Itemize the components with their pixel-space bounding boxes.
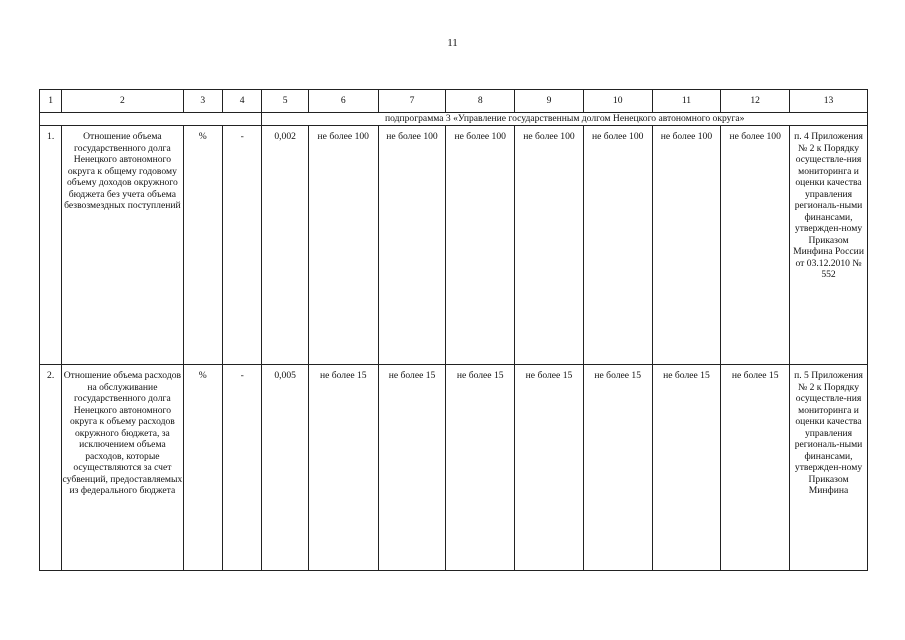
header-row: [40, 90, 868, 113]
col4-cell: -: [222, 126, 261, 365]
page-number: 11: [447, 37, 458, 49]
target-cell: не более 15: [378, 365, 446, 571]
col5-cell: 0,005: [262, 365, 309, 571]
header-cell: 12: [721, 90, 790, 113]
target-cell: не более 15: [515, 365, 584, 571]
header-cell: 2: [62, 90, 183, 113]
col4-cell: -: [222, 365, 261, 571]
header-cell: 5: [262, 90, 309, 113]
col5-cell: 0,002: [262, 126, 309, 365]
target-cell: не более 15: [652, 365, 721, 571]
target-cell: не более 100: [378, 126, 446, 365]
indicator-name: Отношение объема расходов на обслуживание государственного долга Ненецкого автономного округа к объему расходов окружного бюджета, за исключением объема расходов, которые осуществляются за счет субвенций, предоставляемых из федерального бюджета: [62, 365, 183, 571]
header-cell: 7: [378, 90, 446, 113]
subprogram-title: подпрограмма 3 «Управление государственным долгом Ненецкого автономного округа»: [262, 113, 868, 126]
unit-cell: %: [183, 365, 222, 571]
source-cell: п. 5 Приложения № 2 к Порядку осуществле-ния мониторинга и оценки качества управления региональ-ными финансами, утвержден-ному Приказом Минфина: [790, 365, 868, 571]
header-cell: 6: [308, 90, 378, 113]
source-cell: п. 4 Приложения № 2 к Порядку осуществле-ния мониторинга и оценки качества управления региональ-ными финансами, утвержден-ному Приказом Минфина России от 03.12.2010 № 552: [790, 126, 868, 365]
row-number: 2.: [40, 365, 62, 571]
target-cell: не более 100: [446, 126, 515, 365]
target-cell: не более 100: [721, 126, 790, 365]
row-number: 1.: [40, 126, 62, 365]
header-cell: 9: [515, 90, 584, 113]
header-cell: 4: [222, 90, 261, 113]
header-cell: 11: [652, 90, 721, 113]
target-cell: не более 15: [308, 365, 378, 571]
target-cell: не более 15: [583, 365, 652, 571]
subprogram-blank: [40, 113, 262, 126]
target-cell: не более 15: [721, 365, 790, 571]
header-cell: 10: [583, 90, 652, 113]
header-cell: 3: [183, 90, 222, 113]
table-row: [40, 365, 868, 571]
header-cell: 13: [790, 90, 868, 113]
indicator-name: Отношение объема государственного долга Ненецкого автономного округа к общему годовому объему доходов окружного бюджета без учета объема безвозмездных поступлений: [62, 126, 183, 365]
target-cell: не более 100: [308, 126, 378, 365]
subprogram-row: [40, 113, 868, 126]
target-cell: не более 100: [652, 126, 721, 365]
target-cell: не более 15: [446, 365, 515, 571]
indicators-table: [39, 89, 868, 571]
table-row: [40, 126, 868, 365]
header-cell: 1: [40, 90, 62, 113]
target-cell: не более 100: [583, 126, 652, 365]
header-cell: 8: [446, 90, 515, 113]
unit-cell: %: [183, 126, 222, 365]
target-cell: не более 100: [515, 126, 584, 365]
